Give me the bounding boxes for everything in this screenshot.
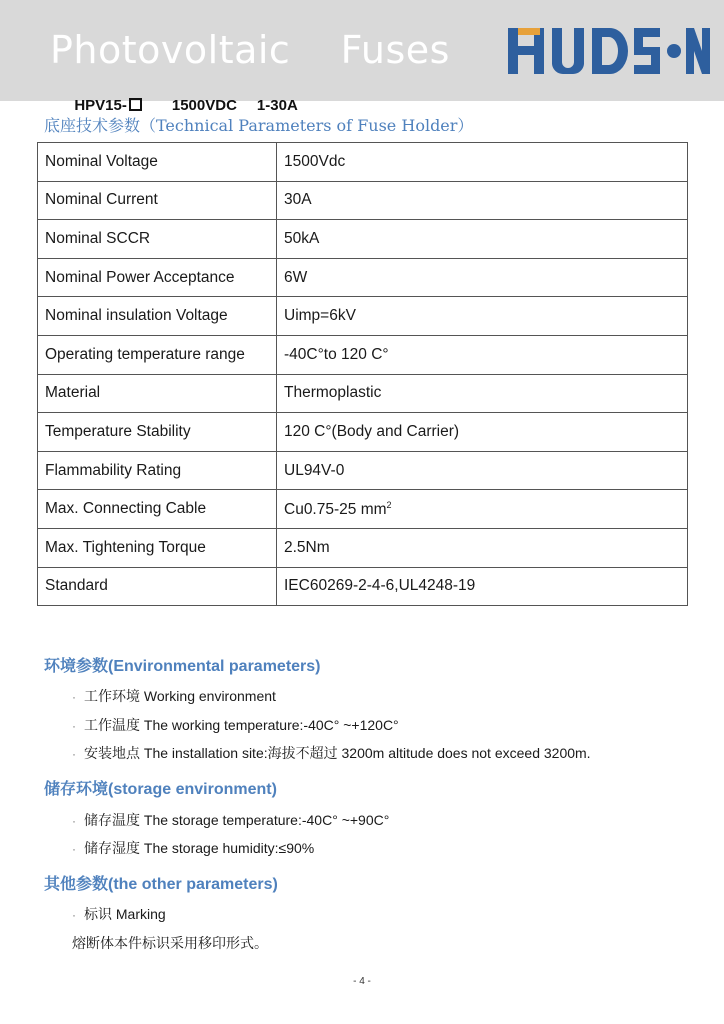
table-row	[38, 413, 688, 452]
param-value: 30A	[277, 181, 688, 220]
holder-params-table	[37, 142, 688, 606]
document-title: Photovoltaic Fuses	[50, 28, 450, 72]
param-value: -40C°to 120 C°	[277, 335, 688, 374]
model-current-range: 1-30A	[256, 97, 298, 114]
storage-item: · 储存温度 The storage temperature:-40C° ~+90C°	[72, 812, 390, 828]
environment-item: · 工作温度 The working temperature:-40C° ~+120C°	[72, 717, 399, 733]
hudson-logo	[508, 28, 710, 74]
param-value: UL94V-0	[277, 451, 688, 490]
storage-title: 储存环境(storage environment)	[44, 781, 277, 798]
model-voltage: 1500VDC	[171, 97, 237, 114]
holder-params-title: 底座技术参数（Technical Parameters of Fuse Holder）	[44, 116, 474, 135]
param-name: Temperature Stability	[38, 413, 277, 452]
page-number: - 4 -	[353, 976, 371, 987]
table-row	[38, 297, 688, 336]
param-name: Operating temperature range	[38, 335, 277, 374]
model-code: HPV15-	[74, 97, 142, 114]
superscript: 2	[386, 499, 392, 510]
param-value: 2.5Nm	[277, 528, 688, 567]
environment-item: · 工作环境 Working environment	[72, 688, 276, 704]
param-name: Nominal Power Acceptance	[38, 258, 277, 297]
param-value: Uimp=6kV	[277, 297, 688, 336]
param-value: Thermoplastic	[277, 374, 688, 413]
table-row	[38, 567, 688, 606]
table-row	[38, 374, 688, 413]
table-row	[38, 335, 688, 374]
param-value: 50kA	[277, 220, 688, 259]
param-name: Nominal insulation Voltage	[38, 297, 277, 336]
table-row	[38, 258, 688, 297]
param-value: 120 C°(Body and Carrier)	[277, 413, 688, 452]
param-name: Max. Connecting Cable	[38, 490, 277, 529]
model-line	[66, 80, 298, 114]
table-row	[38, 451, 688, 490]
environment-title: 环境参数(Environmental parameters)	[44, 658, 321, 675]
other-title: 其他参数(the other parameters)	[44, 876, 278, 893]
param-value: IEC60269-2-4-6,UL4248-19	[277, 567, 688, 606]
other-item: · 标识 Marking	[72, 906, 166, 922]
checkbox-icon	[129, 98, 142, 111]
param-value: Cu0.75-25 $mm^2$	[277, 490, 688, 529]
table-row	[38, 528, 688, 567]
table-row	[38, 143, 688, 182]
param-name: Nominal Current	[38, 181, 277, 220]
param-name: Flammability Rating	[38, 451, 277, 490]
marking-note: 熔断体本件标识采用移印形式。	[72, 935, 268, 951]
environment-item: · 安装地点 The installation site:海拔不超过 3200m altitude does not exceed 3200m.	[72, 745, 591, 761]
param-name: Material	[38, 374, 277, 413]
param-name: Nominal SCCR	[38, 220, 277, 259]
table-row	[38, 181, 688, 220]
param-name: Nominal Voltage	[38, 143, 277, 182]
param-name: Standard	[38, 567, 277, 606]
table-row	[38, 220, 688, 259]
storage-item: · 储存湿度 The storage humidity:≤90%	[72, 840, 315, 856]
param-value: 6W	[277, 258, 688, 297]
param-name: Max. Tightening Torque	[38, 528, 277, 567]
table-row	[38, 490, 688, 529]
param-value: 1500Vdc	[277, 143, 688, 182]
